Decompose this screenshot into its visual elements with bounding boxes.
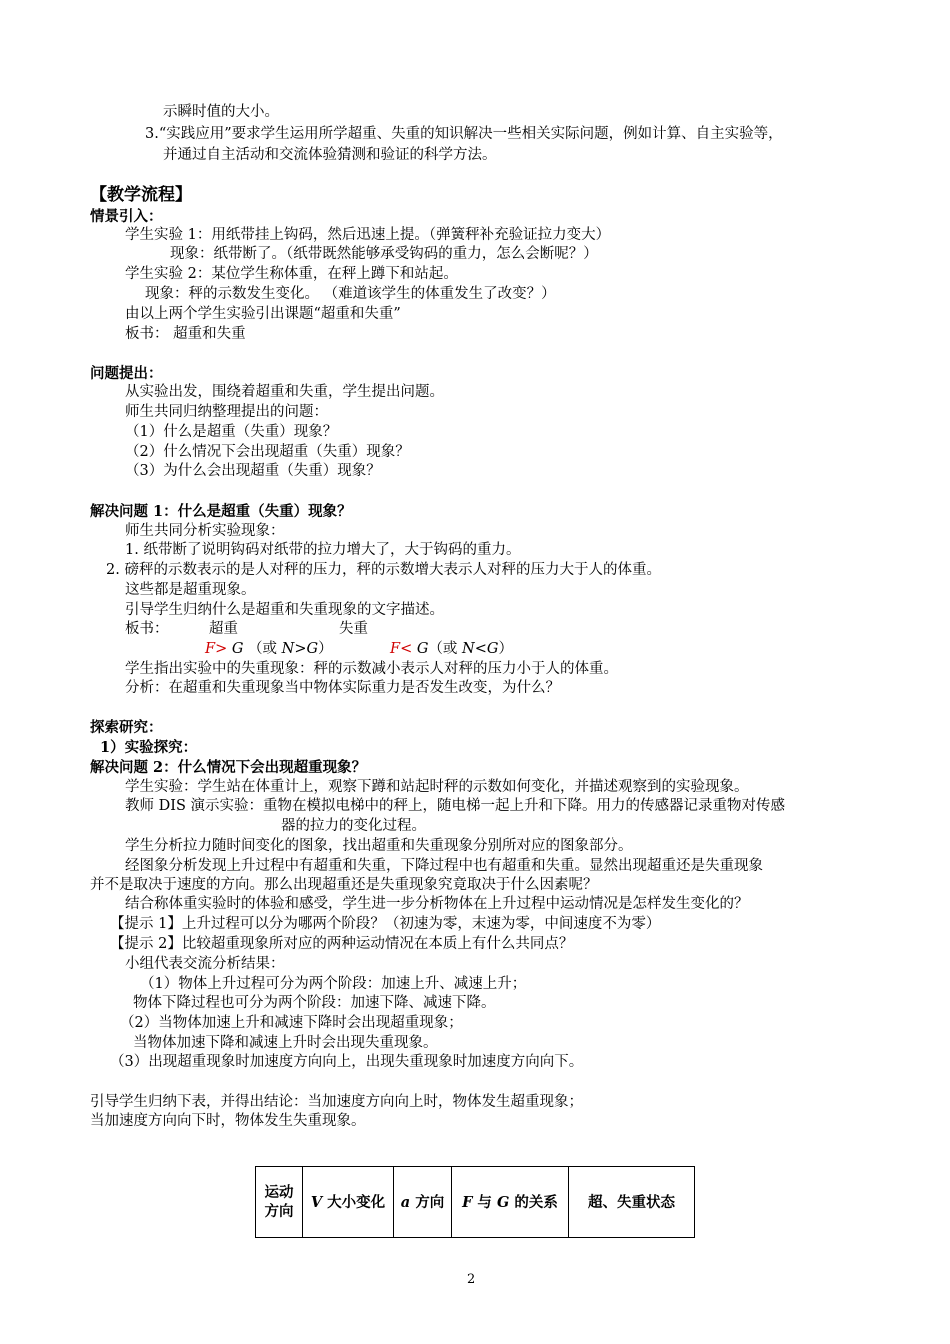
formula-var: G: [227, 641, 244, 657]
subsection-heading: 解决问题 2：什么情况下会出现超重现象？: [90, 759, 367, 776]
text-line: 师生共同归纳整理提出的问题：: [125, 404, 328, 420]
text-line: 板书： 超重和失重: [125, 326, 246, 342]
text-line: （1）物体上升过程可分为两个阶段：加速上升、减速上升；: [140, 976, 527, 992]
text-line: （2）什么情况下会出现超重（失重）现象？: [125, 444, 410, 460]
formula-text: （或: [248, 641, 278, 657]
formula-var: G: [412, 641, 429, 657]
text-line: 物体下降过程也可分为两个阶段：加速下降、减速下降。: [133, 995, 496, 1011]
formula-op: <: [474, 641, 487, 657]
board-super-label: 超重: [209, 621, 238, 637]
text-line: 结合称体重实验时的体验和感受，学生进一步分析物体在上升过程中运动情况是怎样发生变化的？: [125, 896, 749, 912]
text-line: 学生分析拉力随时间变化的图象，找出超重和失重现象分别所对应的图象部分。: [125, 838, 633, 854]
text-line: 示瞬时值的大小。: [163, 104, 279, 120]
table-header-cell: [394, 1167, 452, 1238]
lose-formula: [390, 640, 513, 659]
page-number: 2: [467, 1272, 476, 1287]
formula-text: ）: [498, 641, 513, 657]
text-line: 师生共同分析实验现象：: [125, 523, 285, 539]
text-line: 小组代表交流分析结果：: [125, 956, 285, 972]
text-line: 分析：在超重和失重现象当中物体实际重力是否发生改变，为什么？: [125, 680, 560, 696]
formula-var: N: [277, 641, 295, 657]
table-header-cell: 运动方向: [256, 1167, 303, 1238]
board-lose-label: 失重: [339, 621, 368, 637]
table-header-cell: [452, 1167, 569, 1238]
formula-var: G: [306, 641, 319, 657]
table-header-cell: [303, 1167, 394, 1238]
board-label: 板书：: [125, 621, 169, 637]
text-line: 学生指出实验中的失重现象：秤的示数减小表示人对秤的压力小于人的体重。: [125, 661, 618, 677]
text-line: 现象：纸带断了。（纸带既然能够承受钩码的重力，怎么会断呢？）: [170, 246, 598, 262]
text-line: 学生实验：学生站在体重计上，观察下蹲和站起时秤的示数如何变化，并描述观察到的实验现象。: [125, 779, 749, 795]
text-line: 当加速度方向向下时，物体发生失重现象。: [90, 1113, 366, 1129]
text-line: 【提示 1】上升过程可以分为哪两个阶段？（初速为零，末速为零，中间速度不为零）: [110, 916, 661, 932]
text-line: 器的拉力的变化过程。: [281, 818, 426, 834]
table-header-var: G: [496, 1193, 510, 1211]
summary-table: [255, 1166, 695, 1238]
table-header-text: 与: [472, 1193, 497, 1211]
text-line: 现象：秤的示数发生变化。 （难道该学生的体重发生了改变？）: [145, 286, 556, 302]
table-header-text: 大小变化: [322, 1193, 386, 1211]
text-line: 这些都是超重现象。: [125, 582, 256, 598]
text-line: 从实验出发，围绕着超重和失重，学生提出问题。: [125, 384, 444, 400]
formula-text: （或: [428, 641, 458, 657]
formula-var: F: [390, 641, 401, 657]
super-formula: [205, 640, 333, 659]
text-line: 并通过自主活动和交流体验猜测和验证的科学方法。: [163, 147, 497, 163]
text-line: 学生实验 1：用纸带挂上钩码，然后迅速上提。（弹簧秤补充验证拉力变大）: [125, 227, 611, 243]
formula-op: >: [294, 641, 307, 657]
text-line: （2）当物体加速上升和减速下降时会出现超重现象；: [120, 1015, 463, 1031]
text-line: （3）为什么会出现超重（失重）现象？: [125, 463, 381, 479]
text-line: 引导学生归纳什么是超重和失重现象的文字描述。: [125, 602, 444, 618]
text-line: 经图象分析发现上升过程中有超重和失重，下降过程中也有超重和失重。显然出现超重还是失重现象: [125, 858, 763, 874]
subsection-heading: 问题提出：: [90, 365, 163, 382]
text-line: 引导学生归纳下表，并得出结论：当加速度方向向上时，物体发生超重现象；: [90, 1094, 583, 1110]
text-line: 1. 纸带断了说明钩码对纸带的拉力增大了，大于钩码的重力。: [125, 542, 521, 558]
table-header-cell: 超、失重状态: [569, 1167, 695, 1238]
text-line: 当物体加速下降和减速上升时会出现失重现象。: [133, 1035, 438, 1051]
section-heading: 【教学流程】: [90, 185, 192, 205]
text-line: （3）出现超重现象时加速度方向向上，出现失重现象时加速度方向向下。: [110, 1054, 584, 1070]
table-header-var: F: [462, 1193, 473, 1211]
text-line: 2. 磅秤的示数表示的是人对秤的压力，秤的示数增大表示人对秤的压力大于人的体重。: [106, 562, 661, 578]
text-line: （1）什么是超重（失重）现象？: [125, 424, 338, 440]
formula-var: N: [457, 641, 475, 657]
subsection-heading: 1）实验探究：: [100, 739, 198, 756]
formula-op: >: [215, 641, 228, 657]
table-header-var: a: [400, 1193, 411, 1211]
text-line: 【提示 2】比较超重现象所对应的两种运动情况在本质上有什么共同点？: [110, 936, 574, 952]
text-line: 并不是取决于速度的方向。那么出现超重还是失重现象究竟取决于什么因素呢？: [90, 877, 598, 893]
text-line: 教师 DIS 演示实验：重物在模拟电梯中的秤上，随电梯一起上升和下降。用力的传感器记录重物对传感: [125, 798, 786, 814]
table-header-text: 方向: [410, 1193, 445, 1211]
formula-var: F: [205, 641, 216, 657]
text-line: 3.“实践应用”要求学生运用所学超重、失重的知识解决一些相关实际问题，例如计算、自主实验等，: [145, 126, 783, 142]
formula-text: ）: [318, 641, 333, 657]
formula-op: <: [400, 641, 413, 657]
subsection-heading: 情景引入：: [90, 208, 163, 225]
text-line: 学生实验 2：某位学生称体重，在秤上蹲下和站起。: [125, 266, 458, 282]
table-header-row: [256, 1167, 695, 1238]
formula-var: G: [486, 641, 499, 657]
table-header-text: 的关系: [509, 1193, 558, 1211]
text-line: 由以上两个学生实验引出课题“超重和失重”: [125, 306, 401, 322]
subsection-heading: 探索研究：: [90, 719, 163, 736]
subsection-heading: 解决问题 1：什么是超重（失重）现象？: [90, 503, 352, 520]
table-header-var: V: [310, 1193, 323, 1211]
